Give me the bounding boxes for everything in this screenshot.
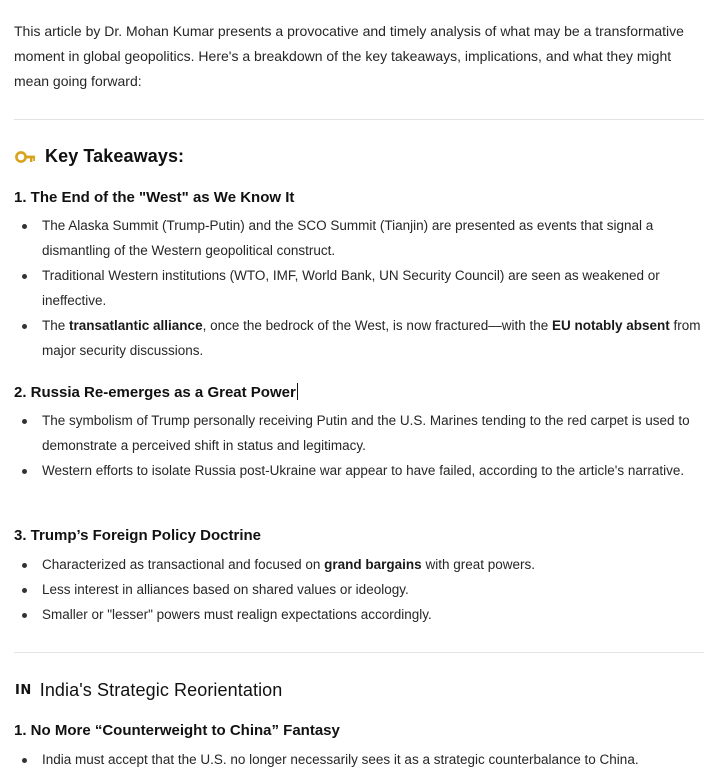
list-item: Characterized as transactional and focused on grand bargains with great powers. — [14, 552, 704, 577]
intro-paragraph: This article by Dr. Mohan Kumar presents a provocative and timely analysis of what may be a transformative moment in global geopolitics. Here's a breakdown of the key takeaways, implications, and what they might mean going forward: — [14, 23, 684, 89]
list-item: The transatlantic alliance, once the bedrock of the West, is now fractured—with the EU notably absent from major security discussions. — [14, 313, 704, 363]
list-item: Less interest in alliances based on shared values or ideology. — [14, 577, 704, 602]
key-icon — [15, 148, 37, 166]
india-section-1-title: 1. No More “Counterweight to China” Fantasy — [14, 722, 340, 739]
section-2-title: 2. Russia Re-emerges as a Great Power — [14, 384, 296, 401]
india-heading — [15, 680, 282, 701]
list-item: Western efforts to isolate Russia post-Ukraine war appear to have failed, according to the article's narrative. — [14, 458, 704, 483]
divider — [14, 119, 704, 120]
list-item: Smaller or "lesser" powers must realign expectations accordingly. — [14, 602, 704, 627]
india-title: India's Strategic Reorientation — [39, 680, 283, 700]
key-takeaways-title: Key Takeaways: — [45, 146, 185, 166]
section-2-list — [14, 408, 704, 483]
divider — [14, 652, 704, 653]
key-takeaways-heading — [15, 146, 184, 167]
section-1-title: 1. The End of the "West" as We Know It — [14, 189, 295, 206]
section-3-title: 3. Trump’s Foreign Policy Doctrine — [14, 527, 261, 544]
list-item: The Alaska Summit (Trump-Putin) and the SCO Summit (Tianjin) are presented as events that signal a dismantling of the Western geopolitical construct. — [14, 213, 704, 263]
list-item: The symbolism of Trump personally receiving Putin and the U.S. Marines tending to the red carpet is used to demonstrate a perceived shift in status and legitimacy. — [14, 408, 704, 458]
list-item: Traditional Western institutions (WTO, IMF, World Bank, UN Security Council) are seen as weakened or ineffective. — [14, 263, 704, 313]
india-section-1-list — [14, 747, 704, 772]
section-1-list — [14, 213, 704, 363]
text-cursor — [297, 383, 298, 400]
india-flag-icon: IN — [15, 683, 32, 698]
list-item: India must accept that the U.S. no longer necessarily sees it as a strategic counterbalance to China. — [14, 747, 704, 772]
section-3-list — [14, 552, 704, 627]
